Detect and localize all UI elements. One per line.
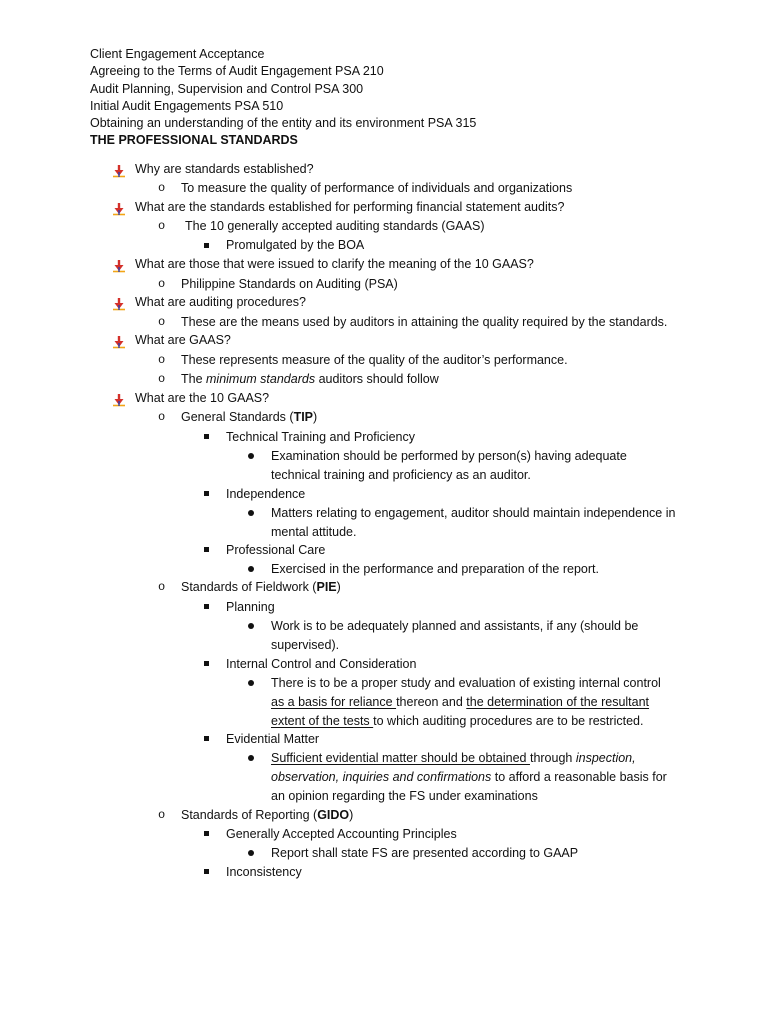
dot-bullet (248, 755, 254, 761)
header-line: Audit Planning, Supervision and Control PSA 300 (90, 81, 364, 96)
arrow-bullet-icon (112, 335, 126, 349)
header-line: Client Engagement Acceptance (90, 47, 265, 61)
standard-detail: Matters relating to engagement, auditor should maintain independence in mental attitude. (271, 506, 676, 539)
dot-bullet (248, 566, 254, 572)
header-line: Initial Audit Engagements PSA 510 (90, 98, 284, 113)
group-label-close: ) (336, 580, 341, 594)
answer-text-part: auditors should follow (315, 372, 439, 386)
dot-bullet (248, 850, 254, 856)
header-line: Obtaining an understanding of the entity and its environment PSA 315 (90, 116, 477, 131)
standards-group-title (181, 408, 317, 427)
document-header (90, 46, 710, 150)
answer-text (181, 370, 439, 389)
standard-detail: Exercised in the performance and preparation of the report. (271, 562, 599, 576)
arrow-bullet-icon (112, 259, 126, 273)
circle-bullet: o (158, 181, 166, 195)
arrow-bullet-icon (112, 164, 126, 178)
group-acronym: GIDO (317, 808, 350, 822)
square-bullet (204, 243, 209, 248)
circle-bullet: o (158, 410, 166, 424)
group-label-close: ) (349, 808, 354, 822)
standard-detail (271, 749, 636, 768)
emphasis-text: minimum standards (206, 372, 316, 386)
question-text: Why are standards established? (135, 162, 314, 176)
group-label: Standards of Fieldwork ( (181, 580, 317, 594)
sub-answer-text: Promulgated by the BOA (226, 238, 365, 252)
standard-item: Independence (226, 487, 306, 501)
circle-bullet: o (158, 315, 166, 329)
dot-bullet (248, 680, 254, 686)
square-bullet (204, 869, 209, 874)
standard-item: Technical Training and Proficiency (226, 430, 415, 444)
underlined-text: extent of the tests (271, 714, 374, 728)
group-acronym: TIP (293, 410, 314, 424)
standard-detail-part: to afford a reasonable basis for (491, 770, 667, 784)
arrow-bullet-icon (112, 393, 126, 407)
underlined-text: as a basis for reliance (271, 695, 397, 709)
standard-detail (271, 712, 643, 731)
standard-detail: There is to be a proper study and evaluation of existing internal control (271, 676, 661, 690)
square-bullet (204, 831, 209, 836)
circle-bullet: o (158, 808, 166, 822)
question-text: What are GAAS? (135, 333, 231, 347)
question-text: What are auditing procedures? (135, 295, 306, 309)
circle-bullet: o (158, 353, 166, 367)
underlined-text: Sufficient evidential matter should be obtained (271, 751, 530, 765)
square-bullet (204, 491, 209, 496)
standard-detail-part: through (529, 751, 576, 765)
answer-text: These represents measure of the quality of the auditor’s performance. (181, 353, 568, 367)
circle-bullet: o (158, 219, 166, 233)
answer-text: To measure the quality of performance of individuals and organizations (181, 181, 573, 195)
group-label-close: ) (313, 410, 318, 424)
standard-detail: Report shall state FS are presented according to GAAP (271, 846, 579, 860)
circle-bullet: o (158, 277, 166, 291)
standard-item: Inconsistency (226, 865, 302, 879)
square-bullet (204, 547, 209, 552)
section-title: THE PROFESSIONAL STANDARDS (90, 133, 298, 148)
square-bullet (204, 661, 209, 666)
arrow-bullet-icon (112, 202, 126, 216)
standard-detail (271, 693, 649, 712)
circle-bullet: o (158, 580, 166, 594)
group-acronym: PIE (316, 580, 337, 594)
header-line: Agreeing to the Terms of Audit Engagement PSA 210 (90, 64, 384, 79)
question-text: What are the 10 GAAS? (135, 391, 270, 405)
dot-bullet (248, 510, 254, 516)
standards-group-title (181, 806, 353, 825)
standard-item: Professional Care (226, 543, 326, 557)
standard-detail (271, 768, 667, 787)
group-label: Standards of Reporting ( (181, 808, 318, 822)
arrow-bullet-icon (112, 297, 126, 311)
circle-bullet: o (158, 372, 166, 386)
square-bullet (204, 434, 209, 439)
standard-detail: an opinion regarding the FS under examinations (271, 789, 538, 803)
answer-text: Philippine Standards on Auditing (PSA) (181, 277, 398, 291)
standard-item: Generally Accepted Accounting Principles (226, 827, 457, 841)
standard-item: Evidential Matter (226, 732, 320, 746)
emphasis-text: inspection, (575, 751, 636, 765)
standard-detail-part: thereon and (396, 695, 467, 709)
standard-item: Internal Control and Consideration (226, 657, 417, 671)
group-label: General Standards ( (181, 410, 294, 424)
standards-group-title (181, 578, 341, 597)
answer-text: These are the means used by auditors in attaining the quality required by the standards. (181, 315, 668, 329)
answer-text-part: The (181, 372, 207, 386)
standard-detail-part: to which auditing procedures are to be restricted. (373, 714, 644, 728)
standard-item: Planning (226, 600, 275, 614)
standard-detail: Work is to be adequately planned and assistants, if any (should be supervised). (271, 619, 639, 652)
standard-detail: Examination should be performed by person(s) having adequate technical training and proficiency as an auditor. (271, 449, 627, 482)
dot-bullet (248, 453, 254, 459)
square-bullet (204, 736, 209, 741)
square-bullet (204, 604, 209, 609)
answer-text: The 10 generally accepted auditing standards (GAAS) (185, 219, 485, 233)
emphasis-text: observation, inquiries and confirmations (271, 770, 492, 784)
dot-bullet (248, 623, 254, 629)
underlined-text: the determination of the resultant (466, 695, 650, 709)
question-text: What are those that were issued to clarify the meaning of the 10 GAAS? (135, 257, 534, 271)
question-text: What are the standards established for performing financial statement audits? (135, 200, 565, 214)
